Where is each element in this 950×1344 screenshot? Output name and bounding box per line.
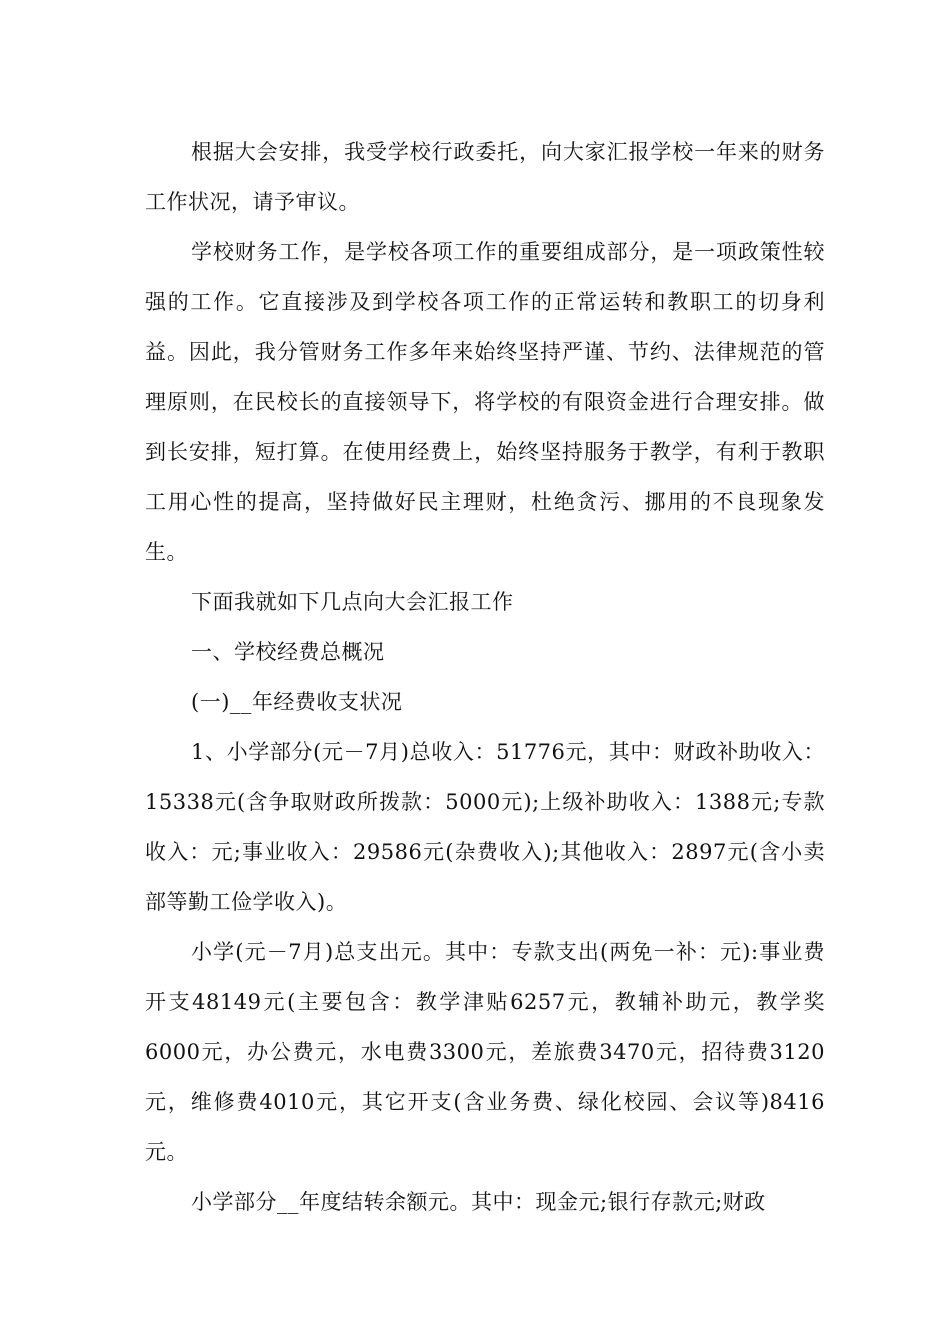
paragraph-report-points: 下面我就如下几点向大会汇报工作 (191, 590, 514, 614)
paragraph-income: 1、小学部分(元－7月)总收入：51776元，其中：财政补助收入：15338元(含争取财政所拨款：5000元);上级补助收入：1388元;专款收入：元;事业收入：29586元(杂费收入);其他收入：2897元(含小卖部等勤工俭学收入)。 (145, 740, 825, 914)
paragraph-finance-overview: 学校财务工作，是学校各项工作的重要组成部分，是一项政策性较强的工作。它直接涉及到学校各项工作的正常运转和教职工的切身利益。因此，我分管财务工作多年来始终坚持严谨、节约、法律规范的管理原则，在民校长的直接领导下，将学校的有限资金进行合理安排。做到长安排，短打算。在使用经费上，始终坚持服务于教学，有利于教职工用心性的提高，坚持做好民主理财，杜绝贪污、挪用的不良现象发生。 (145, 240, 825, 564)
paragraph-balance: 小学部分__年度结转余额元。其中：现金元;银行存款元;财政 (191, 1190, 766, 1214)
section-heading-1: 一、学校经费总概况 (191, 640, 385, 664)
paragraph-expenditure: 小学(元－7月)总支出元。其中：专款支出(两免一补：元):事业费开支48149元(主要包含：教学津贴6257元，教辅补助元，教学奖6000元，办公费元，水电费3300元，差旅费3470元，招待费3120元，维修费4010元，其它开支(含业务费、绿化校园、会议等)8416元。 (145, 940, 825, 1164)
subsection-heading-1: (一)__年经费收支状况 (191, 690, 403, 714)
document-body (145, 127, 825, 1227)
paragraph-intro: 根据大会安排，我受学校行政委托，向大家汇报学校一年来的财务工作状况，请予审议。 (145, 140, 825, 214)
